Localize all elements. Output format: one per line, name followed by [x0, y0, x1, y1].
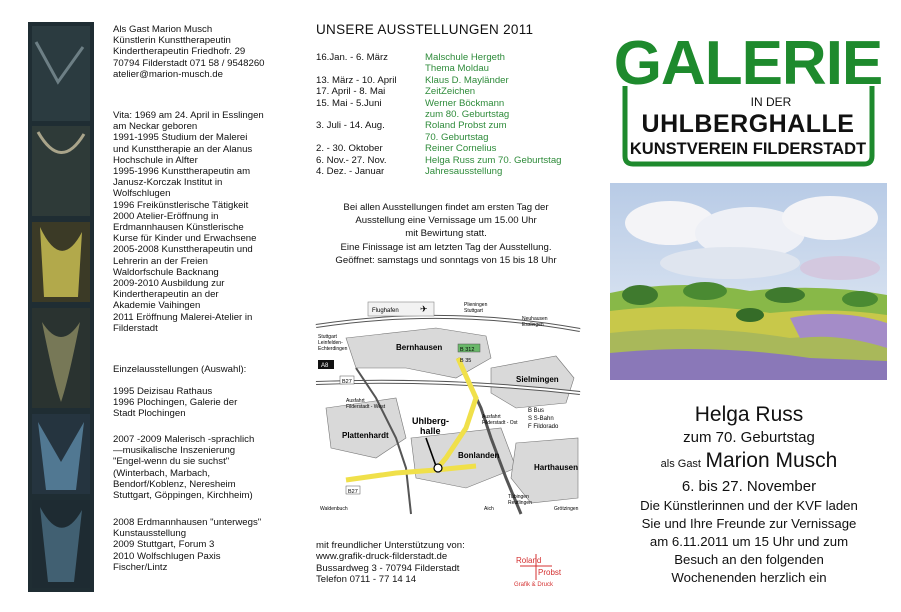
schedule-name: Jahresausstellung — [425, 166, 503, 178]
vita-line: Waldorfschule Backnang — [113, 266, 219, 278]
schedule-date — [316, 109, 425, 120]
vita-line: Vita: 1969 am 24. April in Esslingen — [113, 110, 264, 121]
exhibition-line: Stadt Plochingen — [113, 408, 186, 420]
schedule-row — [316, 143, 596, 154]
schedule-name: Klaus D. Mayländer — [425, 74, 509, 86]
vita-line: 1995-1996 Kunsttherapeutin am — [113, 166, 251, 178]
event-occasion: zum 70. Geburtstag — [683, 429, 815, 446]
exhibition-line: 2008 Erdmannhausen "unterwegs" — [113, 517, 262, 528]
opening-note — [316, 201, 576, 267]
svg-text:Probst: Probst — [538, 568, 562, 577]
sponsor-info — [316, 540, 516, 586]
vita-line: Filderstadt — [113, 322, 158, 334]
schedule-row — [316, 98, 596, 109]
exhibition-line: 1996 Plochingen, Galerie der — [113, 397, 238, 409]
note-line: mit Bewirtung statt. — [405, 228, 487, 240]
gallery-logo — [611, 28, 886, 172]
exhibition-line: 2010 Wolfschlugen Paxis — [113, 550, 221, 562]
schedule-row — [316, 63, 596, 74]
schedule-date: 15. Mai - 5.Juni — [316, 97, 382, 109]
map-label: Tübingen Reutlingen — [508, 494, 532, 506]
event-guest-line — [604, 448, 894, 477]
map-label: Aich — [484, 506, 494, 512]
exhibition-line: 2007 -2009 Malerisch -sprachlich — [113, 434, 255, 445]
event-artist: Helga Russ — [694, 403, 804, 426]
note-line: Ausstellung eine Vernissage um 15.00 Uhr — [355, 215, 537, 227]
logo-galerie: GALERIE — [613, 29, 883, 98]
note-line: Geöffnet: samstags und sonntags von 15 bis 18 Uhr — [335, 254, 557, 266]
contact-line: Als Gast Marion Musch — [113, 24, 213, 35]
exhibition-line: Kunstausstellung — [113, 528, 187, 540]
schedule-row — [316, 75, 596, 86]
artwork-strip — [28, 22, 94, 592]
vita-line: 1996 Freikünstlerische Tätigkeit — [113, 199, 249, 211]
vita-line: 2005-2008 Kunsttherapeutin und — [113, 244, 253, 256]
map-label: Grötzingen — [554, 506, 579, 512]
schedule-date: 2. - 30. Oktober — [316, 143, 383, 155]
note-line: Eine Finissage ist am letzten Tag der Ausstellung. — [340, 241, 552, 253]
map-label: Harthausen — [534, 463, 579, 472]
exhibition-line: 1995 Deizisau Rathaus — [113, 386, 213, 397]
exhibitions-list-a — [113, 386, 288, 420]
schedule-name: Thema Moldau — [425, 63, 489, 75]
schedule-date — [316, 132, 425, 143]
schedule-name: 70. Geburtstag — [425, 131, 489, 143]
artist-contact — [113, 24, 288, 80]
vita-line: Kurse für Kinder und Erwachsene — [113, 233, 257, 245]
exhibition-line: 2009 Stuttgart, Forum 3 — [113, 539, 215, 551]
landscape-painting — [610, 183, 887, 380]
event-announcement — [604, 402, 894, 587]
event-invitation-line: Die Künstlerinnen und der KVF laden — [640, 498, 858, 513]
vita-line: am Neckar geboren — [113, 121, 198, 133]
sponsor-line: Telefon 0711 - 77 14 14 — [316, 574, 417, 586]
schedule-date: 13. März - 10. April — [316, 74, 397, 86]
exhibitions-list-b — [113, 434, 288, 501]
schedule-date: 16.Jan. - 6. März — [316, 52, 388, 63]
map-legend: F Fildorado — [528, 424, 559, 430]
vita-line: Wolfschlugen — [113, 188, 171, 200]
map-label: Ausfahrt Filderstadt - Ost — [482, 414, 518, 426]
exhibition-line: —musikalische Inszenierung — [113, 445, 236, 457]
exhibitions-heading: Einzelausstellungen (Auswahl): — [113, 364, 247, 375]
exhibition-line: Bendorf/Koblenz, Neresheim — [113, 478, 236, 490]
schedule-date: 4. Dez. - Januar — [316, 166, 385, 178]
schedule-name: Werner Böckmann — [425, 97, 505, 109]
contact-line: Künstlerin Kunsttherapeutin — [113, 35, 231, 47]
schedule-row — [316, 166, 596, 177]
map-label: B27 — [348, 489, 358, 495]
vita-line: 2009-2010 Ausbildung zur — [113, 278, 225, 290]
schedule-name: ZeitZeichen — [425, 86, 476, 98]
event-invitation-line: Sie und Ihre Freunde zur Vernissage — [641, 516, 857, 531]
exhibitions-list-c — [113, 517, 288, 573]
map-label: Plattenhardt — [342, 431, 389, 440]
contact-line: 70794 Filderstadt 071 58 / 9548260 — [113, 57, 265, 69]
schedule-row — [316, 120, 596, 131]
map-label: B 35 — [460, 358, 472, 364]
map-label: Stuttgart Leinfelden-Echterdingen — [318, 334, 348, 352]
schedule-date: 3. Juli - 14. Aug. — [316, 120, 385, 132]
logo-kunstverein: KUNSTVEREIN FILDERSTADT — [629, 140, 867, 158]
printer-logo — [512, 552, 562, 590]
contact-line: Kindertherapeutin Friedhofr. 29 — [113, 46, 246, 58]
schedule-row — [316, 109, 596, 120]
schedule-name: Reiner Cornelius — [425, 143, 497, 155]
svg-text:Roland: Roland — [516, 556, 542, 565]
location-map — [316, 298, 580, 514]
event-guest-prefix: als Gast — [660, 458, 701, 470]
map-label: Neuhausen Esslingen — [522, 316, 548, 328]
schedule-date: 6. Nov.- 27. Nov. — [316, 154, 387, 166]
logo-uhlberghalle: UHLBERGHALLE — [641, 110, 855, 138]
svg-text:Grafik & Druck: Grafik & Druck — [514, 582, 554, 588]
map-label: Bernhausen — [396, 343, 443, 352]
vita-line: 1991-1995 Studium der Malerei — [113, 132, 248, 144]
event-invitation-line: am 6.11.2011 um 15 Uhr und zum — [649, 534, 849, 549]
schedule-name: Helga Russ zum 70. Geburtstag — [425, 154, 562, 166]
map-label: Sielmingen — [516, 375, 559, 384]
map-label: Ausfahrt Filderstadt - West — [346, 398, 386, 410]
exhibition-line: "Engel-wenn du sie suchst" — [113, 456, 230, 468]
map-label: A8 — [321, 363, 329, 369]
vita — [113, 110, 288, 334]
exhibition-line: Fischer/Lintz — [113, 561, 168, 573]
vita-line: Kindertherapeutin an der — [113, 289, 219, 301]
vita-line: Erdmannhausen Künstlerische — [113, 222, 244, 234]
logo-in-der: IN DER — [750, 95, 792, 109]
vita-line: Lehrerin an der Freien — [113, 255, 208, 267]
event-invitation-line: Besuch an den folgenden — [674, 552, 824, 567]
map-label: Uhlberg-halle — [412, 416, 449, 436]
schedule-name: Roland Probst zum — [425, 120, 507, 132]
schedule-row — [316, 132, 596, 143]
vita-line: Hochschule in Alfter — [113, 154, 198, 166]
event-dates: 6. bis 27. November — [681, 478, 817, 495]
map-label: Plieningen Stuttgart — [464, 302, 488, 314]
vita-line: und Kunsttherapie an der Alanus — [113, 143, 253, 155]
note-line: Bei allen Ausstellungen findet am ersten Tag der — [343, 202, 549, 213]
schedule-name: zum 80. Geburtstag — [425, 109, 510, 121]
event-guest: Marion Musch — [705, 449, 838, 472]
sponsor-line: Bussardweg 3 - 70794 Filderstadt — [316, 562, 460, 574]
exhibition-line: Stuttgart, Göppingen, Kirchheim) — [113, 490, 253, 502]
schedule-row — [316, 155, 596, 166]
vita-line: Janusz-Korczak Institut in — [113, 177, 223, 189]
vita-line: Akademie Vaihingen — [113, 300, 201, 312]
contact-email[interactable]: atelier@marion-musch.de — [113, 68, 223, 80]
schedule-date — [316, 63, 425, 74]
map-label: Bonlanden — [458, 451, 500, 460]
sponsor-url[interactable]: www.grafik-druck-filderstadt.de — [316, 551, 448, 563]
map-label: Flughafen — [372, 308, 399, 314]
map-label: B27 — [342, 379, 352, 385]
vita-line: 2011 Eröffnung Malerei-Atelier in — [113, 311, 253, 323]
event-invitation-line: Wochenenden herzlich ein — [671, 570, 827, 585]
schedule-list — [316, 52, 596, 177]
map-legend: B Bus — [528, 408, 545, 414]
schedule-row — [316, 86, 596, 97]
schedule-name: Malschule Hergeth — [425, 52, 505, 63]
map-legend: S S-Bahn — [528, 416, 554, 422]
schedule-row — [316, 52, 596, 63]
vita-line: 2000 Atelier-Eröffnung in — [113, 210, 219, 222]
map-label: Waldenbuch — [320, 506, 348, 512]
map-label: B 312 — [460, 347, 475, 353]
schedule-title: UNSERE AUSSTELLUNGEN 2011 — [316, 22, 534, 37]
artwork-image — [28, 22, 94, 592]
sponsor-line: mit freundlicher Unterstützung von: — [316, 540, 465, 551]
airplane-icon: ✈ — [420, 304, 428, 314]
exhibition-line: (Winterbach, Marbach, — [113, 467, 211, 479]
schedule-date: 17. April - 8. Mai — [316, 86, 386, 98]
